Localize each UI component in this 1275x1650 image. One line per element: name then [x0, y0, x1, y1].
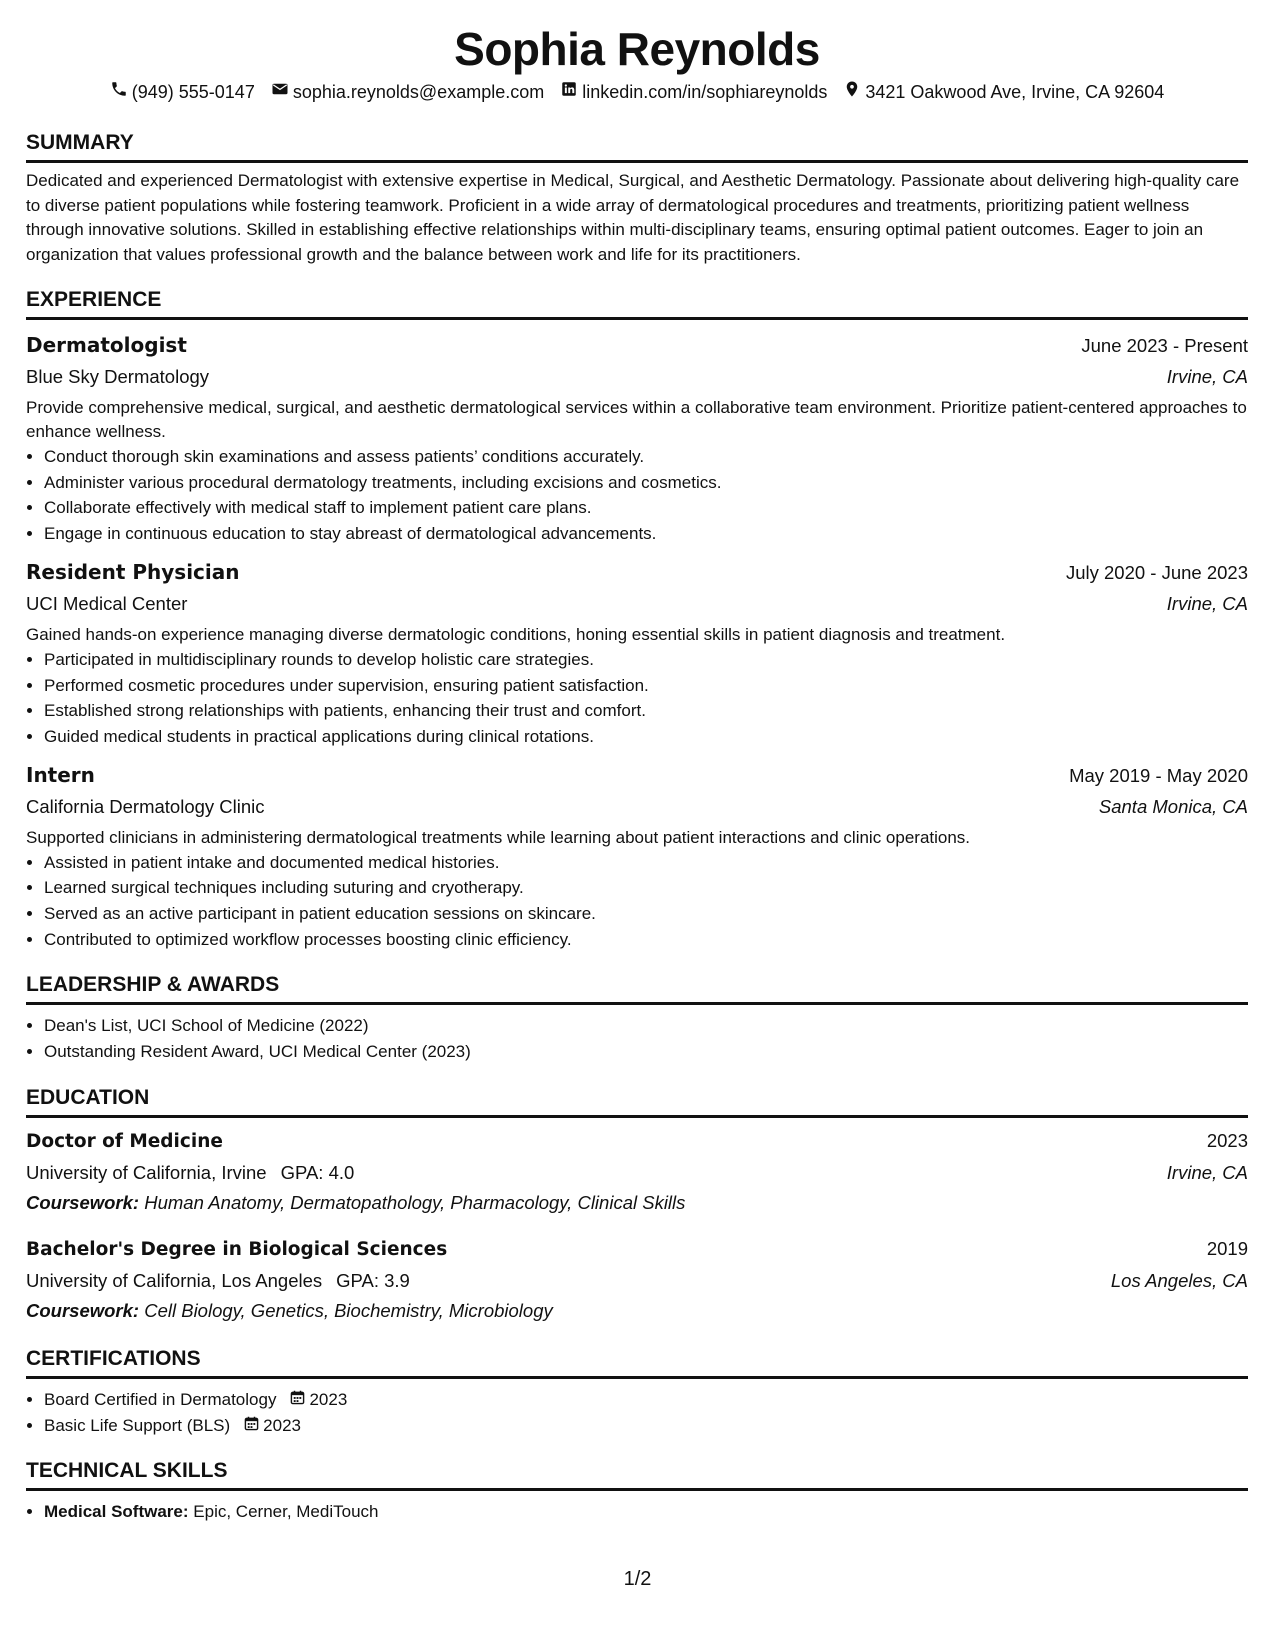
degree-title: Doctor of Medicine [26, 1130, 223, 1152]
coursework [26, 1188, 1248, 1218]
section-title-summary: SUMMARY [26, 130, 1248, 163]
degree-year: 2019 [1206, 1237, 1248, 1259]
map-pin-icon [843, 80, 861, 104]
job-description: Provide comprehensive medical, surgical, and aesthetic dermatological services within a collaborative team environment. Prioritize patient-centered approaches to enhance wellness. [26, 398, 1247, 441]
job-bullet: • Guided medical students in practical applications during clinical rotations. [44, 724, 1248, 750]
job-organization: UCI Medical Center [26, 592, 188, 614]
section-title-skills: TECHNICAL SKILLS [26, 1458, 1248, 1491]
certification-item [44, 1387, 1248, 1413]
job-title: Dermatologist [26, 333, 187, 357]
skill-label: Medical Software: [44, 1502, 189, 1522]
school-name: University of California, Irvine [26, 1161, 267, 1183]
gpa: GPA: 4.0 [280, 1161, 355, 1183]
certification-item [44, 1413, 1248, 1439]
job-bullet: • Established strong relationships with patients, enhancing their trust and comfort. [44, 698, 1248, 724]
job-location: Irvine, CA [1166, 366, 1248, 387]
envelope-icon [271, 80, 289, 104]
award-list [26, 1013, 1248, 1064]
job-bullet: • Performed cosmetic procedures under supervision, ensuring patient satisfaction. [44, 673, 1248, 699]
job-entry [26, 330, 1248, 547]
section-title-leadership: LEADERSHIP & AWARDS [26, 972, 1248, 1005]
job-dates: June 2023 - Present [1081, 335, 1248, 356]
skill-value: Epic, Cerner, MediTouch [193, 1502, 379, 1522]
school-location: Los Angeles, CA [1110, 1269, 1248, 1291]
job-bullet-list [26, 647, 1248, 750]
contact-email[interactable] [271, 80, 544, 104]
job-title: Resident Physician [26, 559, 240, 584]
certification-year: 2023 [309, 1389, 348, 1409]
job-organization: California Dermatology Clinic [26, 795, 265, 817]
resume-page [26, 22, 1248, 1525]
linkedin-icon [560, 80, 578, 104]
job-entry [26, 557, 1248, 750]
certification-list [26, 1387, 1248, 1438]
education-entry [26, 1234, 1248, 1326]
job-list [26, 330, 1248, 952]
coursework [26, 1296, 1248, 1326]
job-entry [26, 760, 1248, 953]
phone-text: (949) 555-0147 [131, 82, 255, 102]
gpa: GPA: 3.9 [336, 1269, 410, 1291]
job-bullet: • Engage in continuous education to stay abreast of dermatological advancements. [44, 521, 1248, 547]
job-bullet-list [26, 444, 1248, 547]
calendar-icon [244, 1413, 259, 1439]
school-name: University of California, Los Angeles [26, 1269, 323, 1291]
coursework-label: Coursework: [26, 1191, 140, 1213]
coursework-label: Coursework: [26, 1299, 140, 1321]
job-bullet-list [26, 850, 1248, 953]
coursework-list: Cell Biology, Genetics, Biochemistry, Microbiology [144, 1299, 553, 1321]
phone-icon [110, 80, 128, 104]
coursework-list: Human Anatomy, Dermatopathology, Pharmacology, Clinical Skills [144, 1191, 686, 1213]
skills-section [26, 1458, 1248, 1525]
job-bullet: • Conduct thorough skin examinations and assess patients’ conditions accurately. [44, 444, 1248, 470]
certification-name: Basic Life Support (BLS) [44, 1415, 231, 1435]
job-title: Intern [26, 762, 95, 787]
job-dates: May 2019 - May 2020 [1069, 764, 1248, 786]
job-location: Irvine, CA [1166, 592, 1248, 614]
skill-item [44, 1499, 1248, 1525]
section-title-experience: EXPERIENCE [26, 287, 1248, 320]
page-number: 1/2 [623, 1568, 652, 1590]
experience-section [26, 287, 1248, 952]
degree-year: 2023 [1206, 1129, 1248, 1151]
award-item: • Outstanding Resident Award, UCI Medical Center (2023) [44, 1039, 1248, 1065]
job-bullet: • Learned surgical techniques including suturing and cryotherapy. [44, 875, 1248, 901]
job-bullet: • Served as an active participant in patient education sessions on skincare. [44, 901, 1248, 927]
summary-section [26, 130, 1248, 267]
job-organization: Blue Sky Dermatology [26, 366, 210, 387]
certification-name: Board Certified in Dermatology [44, 1389, 277, 1409]
summary-text: Dedicated and experienced Dermatologist with extensive expertise in Medical, Surgical, and Aesthetic Dermatology. Passionate about delivering high-quality care to diverse patient populations while fostering teamwork. Proficient in a wide array of dermatological procedures and treatments, prioritizing patient wellness through innovative solutions. Skilled in establishing effective relationships within multi-disciplinary teams, ensuring optimal patient outcomes. Eager to join an organization that values professional growth and the balance between work and life for its practitioners. [26, 171, 1240, 264]
award-item: • Dean's List, UCI School of Medicine (2022) [44, 1013, 1248, 1039]
contact-bar [26, 80, 1248, 104]
contact-linkedin[interactable] [560, 80, 827, 104]
linkedin-text: linkedin.com/in/sophiareynolds [582, 82, 828, 102]
education-entry [26, 1126, 1248, 1218]
job-bullet: • Administer various procedural dermatology treatments, including excisions and cosmetics. [44, 470, 1248, 496]
degree-title: Bachelor's Degree in Biological Sciences [26, 1238, 448, 1260]
job-description: Gained hands-on experience managing diverse dermatologic conditions, honing essential skills in patient diagnosis and treatment. [26, 624, 1006, 644]
education-section [26, 1085, 1248, 1326]
contact-address [843, 80, 1164, 104]
candidate-name: Sophia Reynolds [454, 23, 820, 75]
job-dates: July 2020 - June 2023 [1065, 561, 1248, 583]
school-location: Irvine, CA [1166, 1161, 1248, 1183]
contact-phone[interactable] [110, 80, 255, 104]
address-text: 3421 Oakwood Ave, Irvine, CA 92604 [865, 82, 1165, 102]
email-text: sophia.reynolds@example.com [292, 82, 545, 102]
job-bullet: • Contributed to optimized workflow processes boosting clinic efficiency. [44, 927, 1248, 953]
job-description: Supported clinicians in administering dermatological treatments while learning about patient interactions and clinic operations. [26, 827, 971, 847]
job-bullet: • Collaborate effectively with medical staff to implement patient care plans. [44, 495, 1248, 521]
job-location: Santa Monica, CA [1098, 795, 1248, 817]
section-title-education: EDUCATION [26, 1085, 1248, 1118]
certifications-section [26, 1346, 1248, 1438]
calendar-icon [290, 1387, 305, 1413]
leadership-section [26, 972, 1248, 1064]
job-bullet: • Assisted in patient intake and documented medical histories. [44, 850, 1248, 876]
job-bullet: • Participated in multidisciplinary rounds to develop holistic care strategies. [44, 647, 1248, 673]
skills-list [26, 1499, 1248, 1525]
certification-year: 2023 [263, 1415, 301, 1435]
section-title-certifications: CERTIFICATIONS [26, 1346, 1248, 1379]
